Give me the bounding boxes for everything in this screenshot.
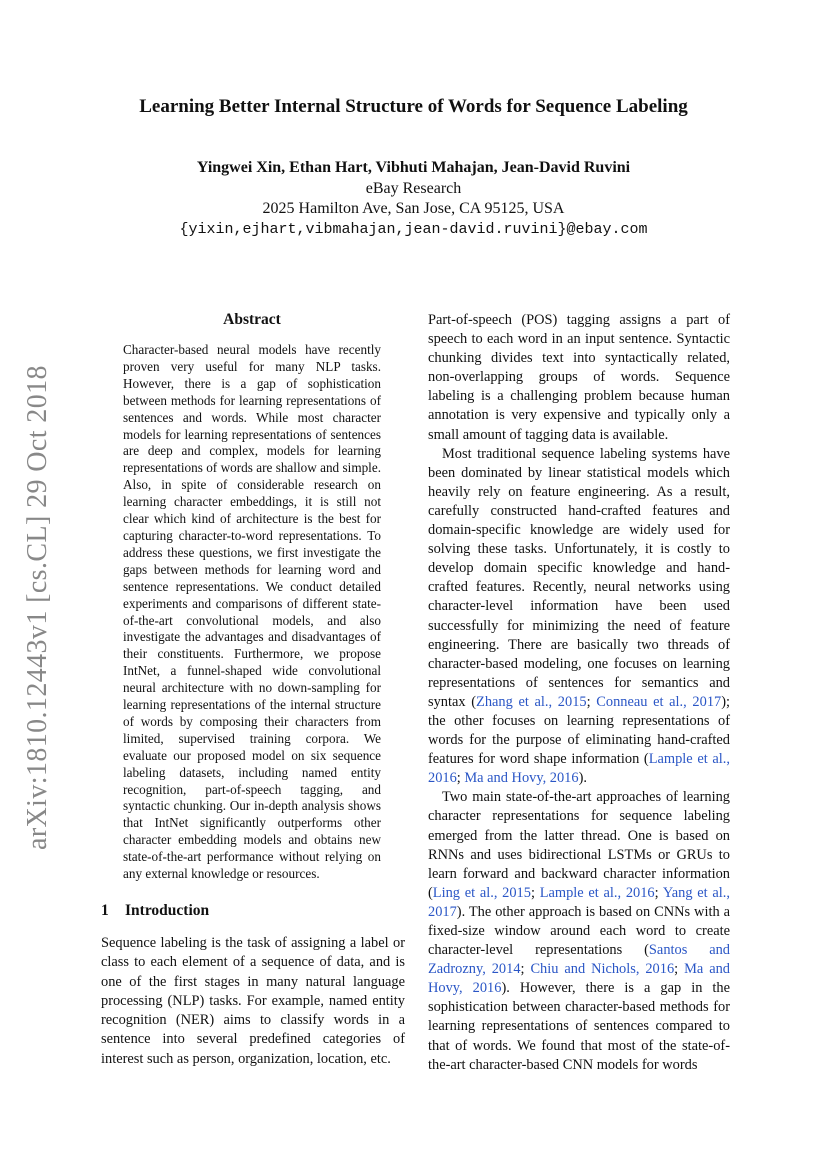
abstract-body [123, 342, 381, 883]
section-number: 1 [101, 902, 109, 919]
intro-paragraph-1: Sequence labeling is the task of assigning a label or class to each element of a sequence of data, and is one of the first stages in many natural language processing (NLP) tasks. For example, named entity recognition (NER) aims to classify words in a sentence into several predefined categories of interest such as person, organization, location, etc. [101, 935, 405, 1067]
right-column [428, 311, 730, 1075]
author-names: Yingwei Xin, Ethan Hart, Vibhuti Mahajan, Jean-David Ruvini [196, 159, 631, 176]
citation-link[interactable]: Lample et al., 2016 [539, 884, 655, 901]
arxiv-stamp: arXiv:1810.12443v1 [cs.CL] 29 Oct 2018 [22, 365, 53, 850]
citation-separator: ; [520, 961, 531, 978]
address: 2025 Hamilton Ave, San Jose, CA 95125, USA [262, 200, 565, 217]
citation-link[interactable]: Conneau et al., 2017 [596, 693, 722, 710]
citation-link[interactable]: Ling et al., 2015 [432, 884, 531, 901]
intro-paragraph-2: Part-of-speech (POS) tagging assigns a part of speech to each word in an input sentence. Syntactic chunking divides text into syntactically related, non-overlapping groups of words. Sequence labeling is a challenging problem because human annotation is very expensive and typically only a small amount of tagging data is available. [428, 312, 730, 443]
citation-link[interactable]: Chiu and Nichols, 2016 [530, 961, 675, 978]
paragraph-text: ). [578, 770, 587, 787]
author-emails[interactable]: {yixin,ejhart,vibmahajan,jean-david.ruvini}@ebay.com [179, 220, 648, 238]
section-heading-introduction [101, 902, 405, 920]
citation-link[interactable]: Santos and Zadrozny, 2014 [428, 942, 730, 978]
citation-link[interactable]: Lample et al., 2016 [428, 751, 730, 787]
citation-link[interactable]: Ma and Hovy, 2016 [428, 961, 730, 997]
citation-link[interactable]: Ma and Hovy, 2016 [464, 770, 579, 787]
intro-paragraph-4 [428, 788, 730, 1074]
citation-separator: ; [654, 884, 663, 901]
paper-title: Learning Better Internal Structure of Words for Sequence Labeling [139, 96, 688, 117]
paragraph-text: ). However, there is a gap in the sophistication between character-based methods for learning representations of sentences compared to that of words. We found that most of the state-of-the-art character-based CNN models for words [428, 980, 730, 1073]
paragraph-text: ); the other focuses on learning representations of words for the purpose of eliminating hand-crafted features for word shape information ( [428, 693, 731, 768]
section-title: Introduction [125, 902, 210, 919]
citation-separator: ; [456, 770, 465, 787]
paragraph-text: Most traditional sequence labeling systems have been dominated by linear statistical models which heavily rely on feature engineering. As a result, carefully constructed hand-crafted features and domain-specific knowledge are widely used for solving these tasks. Unfortunately, it is costly to develop domain specific knowledge and hand-crafted features. Recently, neural networks using character-level information have been used successfully for minimizing the need of feature engineering. There are basically two threads of character-based modeling, one focuses on learning representations of sentences for semantics and syntax ( [428, 445, 730, 710]
intro-paragraph-3 [428, 445, 730, 789]
citation-separator: ; [674, 961, 685, 978]
affiliation: eBay Research [365, 179, 462, 197]
intro-left-column [101, 934, 405, 1069]
abstract-text: Character-based neural models have recently proven very useful for many NLP tasks. However, there is a gap of sophistication between methods for learning representations of sentences and words. While most character models for learning representations of sentences are deep and complex, models for learning representations of words are shallow and simple. Also, in spite of considerable research on learning character embeddings, it is still not clear which kind of architecture is the best for capturing character-to-word representations. To address these questions, we first investigate the gaps between methods for learning word and sentence representations. We conduct detailed experiments and comparisons of different state-of-the-art convolutional models, and also investigate the advantages and disadvantages of their constituents. Furthermore, we propose IntNet, a funnel-shaped wide convolutional neural architecture with no down-sampling for learning representations of the internal structure of words by composing their characters from limited, supervised training corpora. We evaluate our proposed model on six sequence labeling datasets, including named entity recognition, part-of-speech tagging, and syntactic chunking. Our in-depth analysis shows that IntNet significantly outperforms other character embedding models and obtains new state-of-the-art performance without relying on any external knowledge or resources. [123, 342, 381, 882]
author-block [0, 158, 827, 240]
citation-separator: ; [586, 693, 597, 710]
citation-link[interactable]: Yang et al., 2017 [428, 884, 730, 920]
paragraph-text: ). The other approach is based on CNNs with a fixed-size window around each word to create character-level representations ( [428, 903, 730, 959]
abstract-heading: Abstract [223, 311, 281, 328]
citation-link[interactable]: Zhang et al., 2015 [476, 693, 587, 710]
citation-separator: ; [530, 884, 540, 901]
paragraph-text: Two main state-of-the-art approaches of learning character representations for sequence labeling emerged from the latter thread. One is based on RNNs and uses bidirectional LSTMs or GRUs to learn forward and backward character information ( [428, 789, 730, 901]
